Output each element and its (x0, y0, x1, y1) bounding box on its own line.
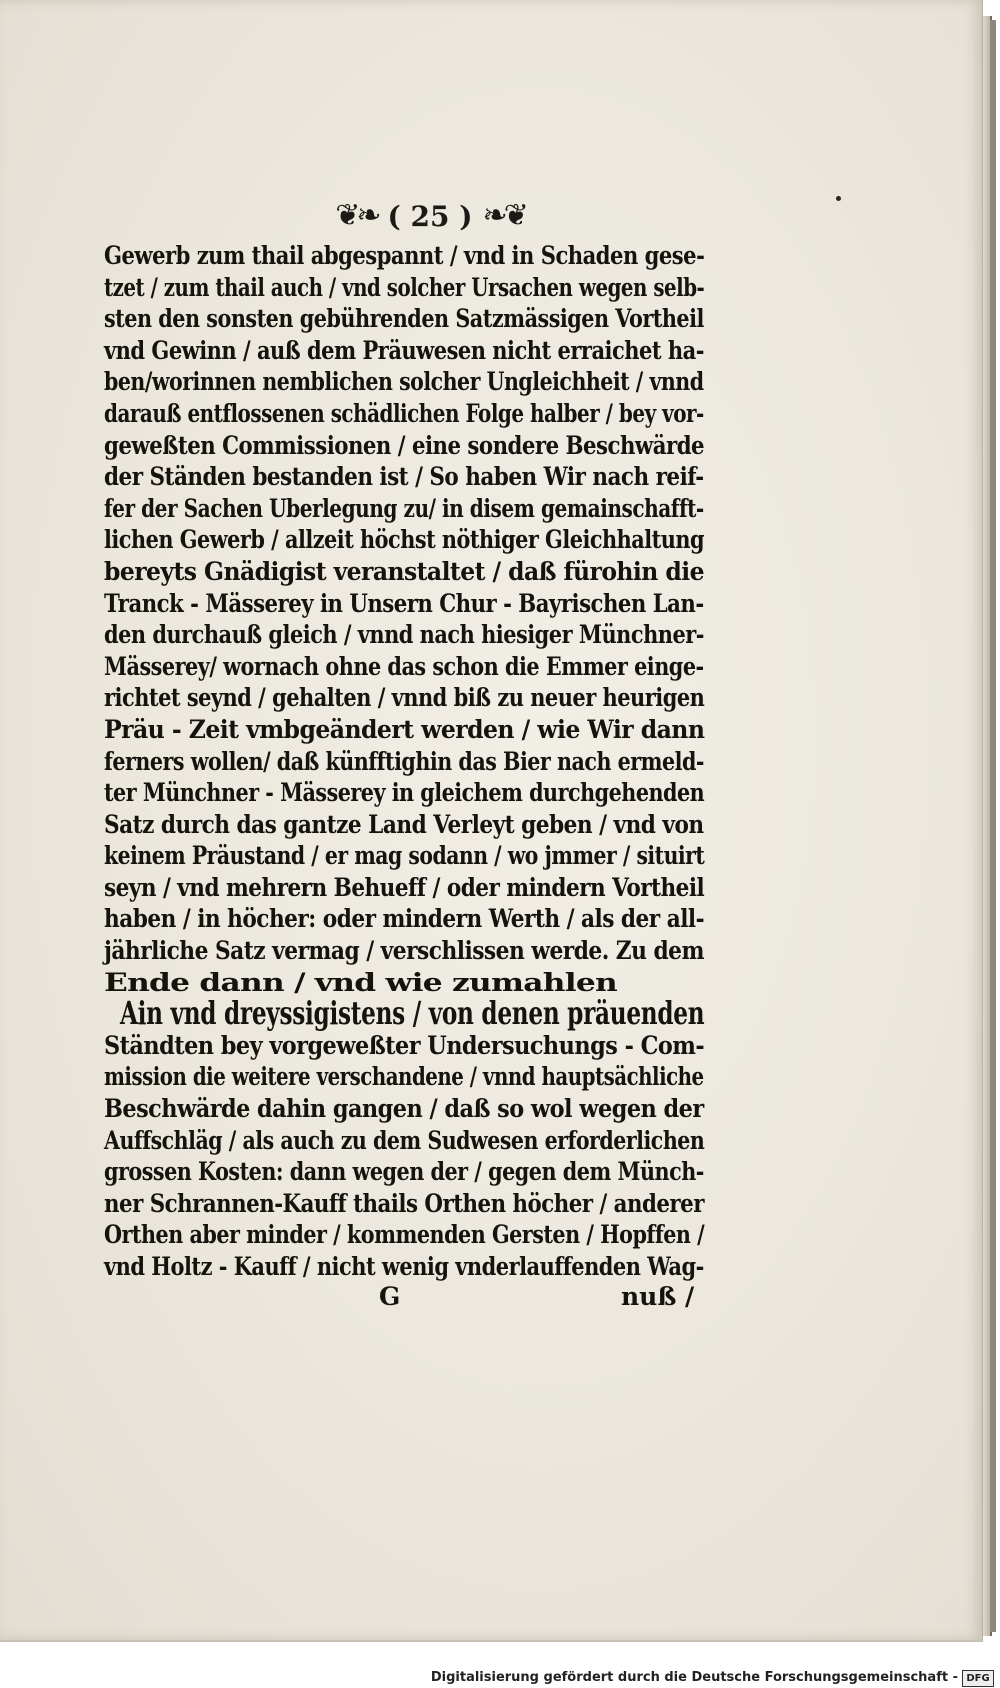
text-line: Gewerb zum thail abgespannt / vnd in Schaden gese- (104, 241, 705, 270)
text-line: Ende dann / vnd wie zumahlen (104, 967, 617, 997)
text-line: Orthen aber minder / kommenden Gersten / Hopffen / (104, 1220, 705, 1250)
ornament-left-icon: ❦❧ (335, 198, 378, 233)
text-line: haben / in höcher: oder mindern Werth / als der all- (104, 904, 705, 934)
text-line: vnd Gewinn / auß dem Präuwesen nicht erraichet ha- (104, 335, 704, 365)
catchword: nuß / (621, 1282, 695, 1311)
text-line: richtet seynd / gehalten / vnnd biß zu neuer heurigen (104, 683, 705, 713)
page-number: ( 25 ) (387, 199, 473, 233)
text-line: darauß entflossenen schädlichen Folge halber / bey vor- (104, 398, 704, 428)
text-line: grossen Kosten: dann wegen der / gegen dem Münch- (104, 1157, 704, 1187)
text-line: Beschwärde dahin gangen / daß so wol wegen der (104, 1094, 704, 1124)
section-opening-line: Ain vnd dreyssigistens / von denen präuenden (119, 994, 705, 1033)
text-line: seyn / vnd mehrern Behueff / oder mindern Vortheil (104, 872, 705, 902)
dfg-logo: DFG (962, 1670, 994, 1687)
digitization-credit: Digitalisierung gefördert durch die Deutsche Forschungsgemeinschaft - (430, 1670, 958, 1685)
page-footer-marks (96, 1282, 696, 1314)
text-line: mission die weitere verschandene / vnnd hauptsächliche (104, 1062, 704, 1092)
ornament-right-icon: ❧❦ (482, 198, 525, 233)
text-line: ferners wollen/ daß künfftighin das Bier nach ermeld- (104, 746, 704, 776)
text-line: Tranck - Mässerey in Unsern Chur - Bayrischen Lan- (104, 588, 704, 618)
signature-mark: G (379, 1282, 401, 1311)
page-edge-shadow (990, 20, 996, 1632)
body-text (104, 240, 704, 1283)
text-line: geweßten Commissionen / eine sondere Beschwärde (104, 430, 705, 460)
text-line: Mässerey/ wornach ohne das schon die Emmer einge- (104, 651, 704, 681)
ink-spot (836, 196, 841, 201)
text-line: fer der Sachen Uberlegung zu/ in disem gemainschafft- (104, 493, 704, 523)
text-line: ner Schrannen-Kauff thails Orthen höcher / anderer (104, 1188, 704, 1218)
text-line: bereyts Gnädigist veranstaltet / daß fürohin die (104, 556, 704, 586)
text-line: tzet / zum thail auch / vnd solcher Ursachen wegen selb- (104, 272, 705, 302)
text-line: ben/worinnen nemblichen solcher Ungleichheit / vnnd (104, 367, 704, 397)
text-line: der Ständen bestanden ist / So haben Wir nach reif- (104, 462, 704, 492)
text-line: vnd Holtz - Kauff / nicht wenig vnderlauffenden Wag- (104, 1252, 704, 1281)
text-line: keinem Präustand / er mag sodann / wo jmmer / situirt (104, 841, 705, 871)
text-line: sten den sonsten gebührenden Satzmässigen Vortheil (104, 304, 704, 334)
text-line: ter Münchner - Mässerey in gleichem durchgehenden (104, 778, 705, 808)
text-line: den durchauß gleich / vnnd nach hiesiger Münchner- (104, 620, 704, 650)
text-line: Satz durch das gantze Land Verleyt geben / vnd von (104, 809, 704, 839)
text-line: Präu - Zeit vmbgeändert werden / wie Wir dann (104, 714, 705, 744)
text-line: lichen Gewerb / allzeit höchst nöthiger Gleichhaltung (104, 525, 705, 555)
page-header (310, 196, 550, 236)
text-line: Auffschläg / als auch zu dem Sudwesen erforderlichen (104, 1125, 705, 1155)
text-line: jährliche Satz vermag / verschlissen werde. Zu dem (104, 936, 704, 966)
text-line: Ständten bey vorgeweßter Undersuchungs - Com- (104, 1030, 705, 1060)
